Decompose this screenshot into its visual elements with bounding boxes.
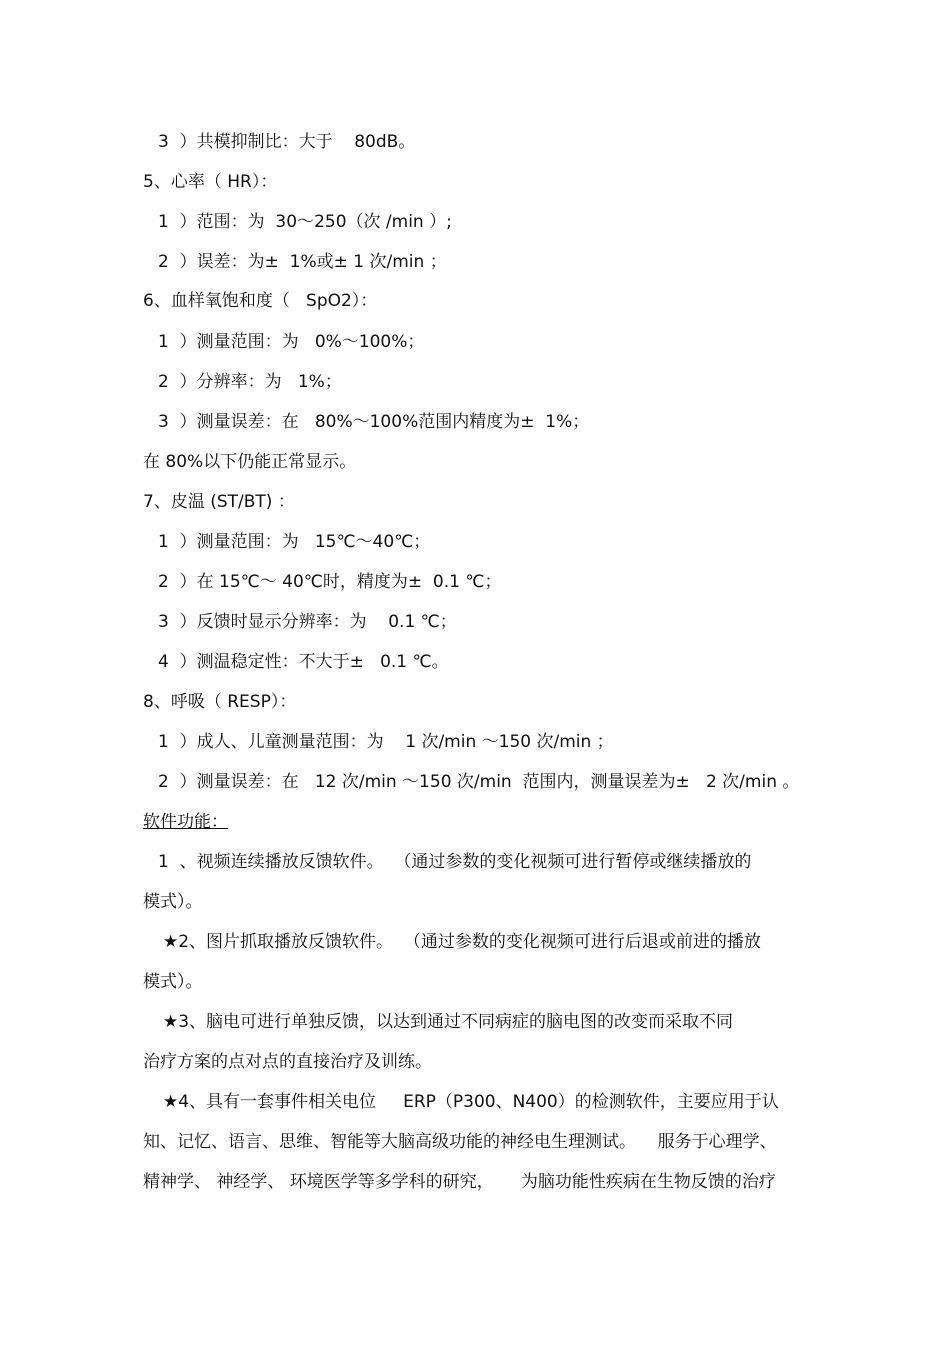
text-line: 1 ）范围：为 30～250（次 /min ）; xyxy=(158,212,452,232)
text-line: 2 ）分辨率：为 1%； xyxy=(158,372,342,392)
text-line: 知、记忆、语言、思维、智能等大脑高级功能的神经电生理测试。 服务于心理学、 xyxy=(143,1132,777,1152)
text-line: 1 ）成人、儿童测量范围：为 1 次/min ～150 次/min ； xyxy=(158,732,614,752)
text-line: 2 ）测量误差：在 12 次/min ～150 次/min 范围内，测量误差为± 2 次/min 。 xyxy=(158,772,800,792)
text-line: 治疗方案的点对点的直接治疗及训练。 xyxy=(143,1052,432,1072)
text-line: 1 ）测量范围：为 0%～100%； xyxy=(158,332,425,352)
text-line: 4 ）测温稳定性：不大于± 0.1 ℃。 xyxy=(158,652,449,672)
section-heading: 8、呼吸（ RESP）： xyxy=(143,692,297,712)
text-line: ★4、具有一套事件相关电位 ERP（P300、N400）的检测软件，主要应用于认 xyxy=(163,1092,779,1112)
text-line: ★3、脑电可进行单独反馈，以达到通过不同病症的脑电图的改变而采取不同 xyxy=(163,1012,734,1032)
section-heading: 7、皮温 (ST/BT) ： xyxy=(143,492,295,512)
text-line: ★2、图片抓取播放反馈软件。 （通过参数的变化视频可进行后退或前进的播放 xyxy=(163,932,761,952)
text-line: 1 ）测量范围：为 15℃～40℃； xyxy=(158,532,431,552)
text-line: 在 80%以下仍能正常显示。 xyxy=(143,452,357,472)
text-line: 模式）。 xyxy=(143,892,203,912)
text-line: 3 ）共模抑制比：大于 80dB。 xyxy=(158,132,416,152)
section-heading: 5、心率（ HR）： xyxy=(143,172,278,192)
text-line: 模式）。 xyxy=(143,972,203,992)
software-features-heading: 软件功能： xyxy=(143,812,228,832)
text-line: 2 ）误差：为± 1%或± 1 次/min ； xyxy=(158,252,447,272)
section-heading: 6、血样氧饱和度（ SpO2）： xyxy=(143,291,378,311)
text-line: 3 ）反馈时显示分辨率：为 0.1 ℃； xyxy=(158,612,457,632)
text-line: 3 ）测量误差：在 80%～100%范围内精度为± 1%； xyxy=(158,412,590,432)
text-line: 精神学、 神经学、 环境医学等多学科的研究， 为脑功能性疾病在生物反馈的治疗 xyxy=(143,1172,776,1192)
text-line: 1 、视频连续播放反馈软件。 （通过参数的变化视频可进行暂停或继续播放的 xyxy=(158,852,752,872)
text-line: 2 ）在 15℃～ 40℃时，精度为± 0.1 ℃； xyxy=(158,572,502,592)
